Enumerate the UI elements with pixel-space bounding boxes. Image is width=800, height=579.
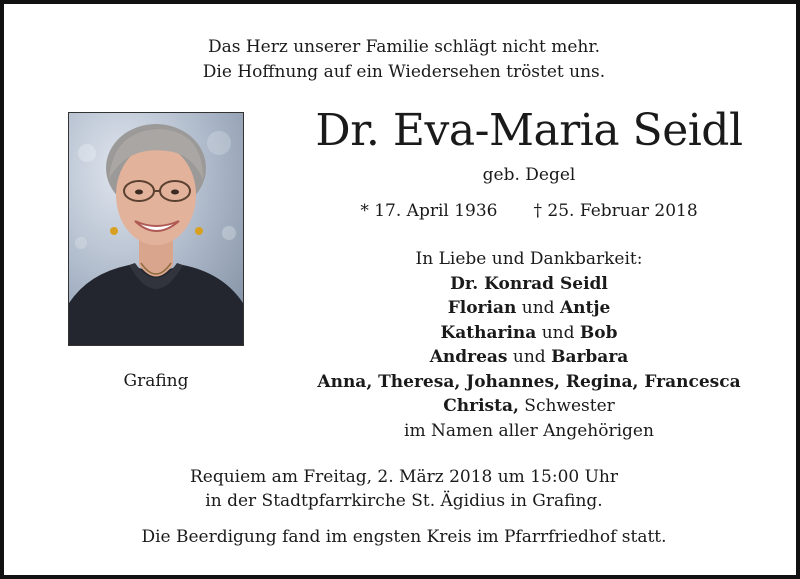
couple-name-a: Katharina — [440, 322, 537, 343]
life-dates — [304, 200, 754, 222]
family-list — [304, 247, 754, 443]
couple-name-a: Florian — [447, 298, 517, 318]
family-intro: In Liebe und Dankbarkeit: — [415, 249, 643, 269]
requiem-line-1: Requiem am Freitag, 2. März 2018 um 15:00 Uhr — [189, 467, 619, 487]
couple-join: und — [512, 347, 546, 367]
birth-date: * 17. April 1936 — [360, 201, 498, 221]
grandchildren-names: Anna, Theresa, Johannes, Regina, Francesca — [317, 371, 741, 392]
deceased-name: Dr. Eva-Maria Seidl — [315, 105, 743, 156]
quote-line-2: Die Hoffnung auf ein Wiedersehen tröstet uns. — [202, 62, 606, 82]
couple-name-b: Antje — [559, 298, 611, 318]
family-closing: im Namen aller Angehörigen — [404, 420, 654, 441]
couple-name-a: Andreas — [429, 347, 508, 367]
sibling-relation: Schwester — [524, 396, 615, 416]
sibling-name: Christa, — [443, 396, 519, 416]
family-couple — [304, 345, 754, 370]
portrait-photo — [68, 112, 244, 346]
couple-name-b: Barbara — [551, 347, 629, 367]
quote-line-1: Das Herz unserer Familie schlägt nicht mehr. — [207, 37, 601, 57]
sibling-line — [304, 394, 754, 419]
requiem-line-2: in der Stadtpfarrkirche St. Ägidius in Grafing. — [205, 491, 603, 511]
place-label: Grafing — [123, 371, 189, 391]
death-date: † 25. Februar 2018 — [533, 201, 698, 221]
spouse-name: Dr. Konrad Seidl — [450, 273, 608, 294]
couple-name-b: Bob — [579, 322, 618, 343]
family-couple — [304, 321, 754, 346]
couple-join: und — [541, 322, 575, 343]
birth-name: geb. Degel — [482, 165, 576, 185]
couple-join: und — [521, 298, 555, 318]
burial-note: Die Beerdigung fand im engsten Kreis im Pfarrfriedhof statt. — [141, 527, 667, 547]
family-couple — [304, 296, 754, 321]
